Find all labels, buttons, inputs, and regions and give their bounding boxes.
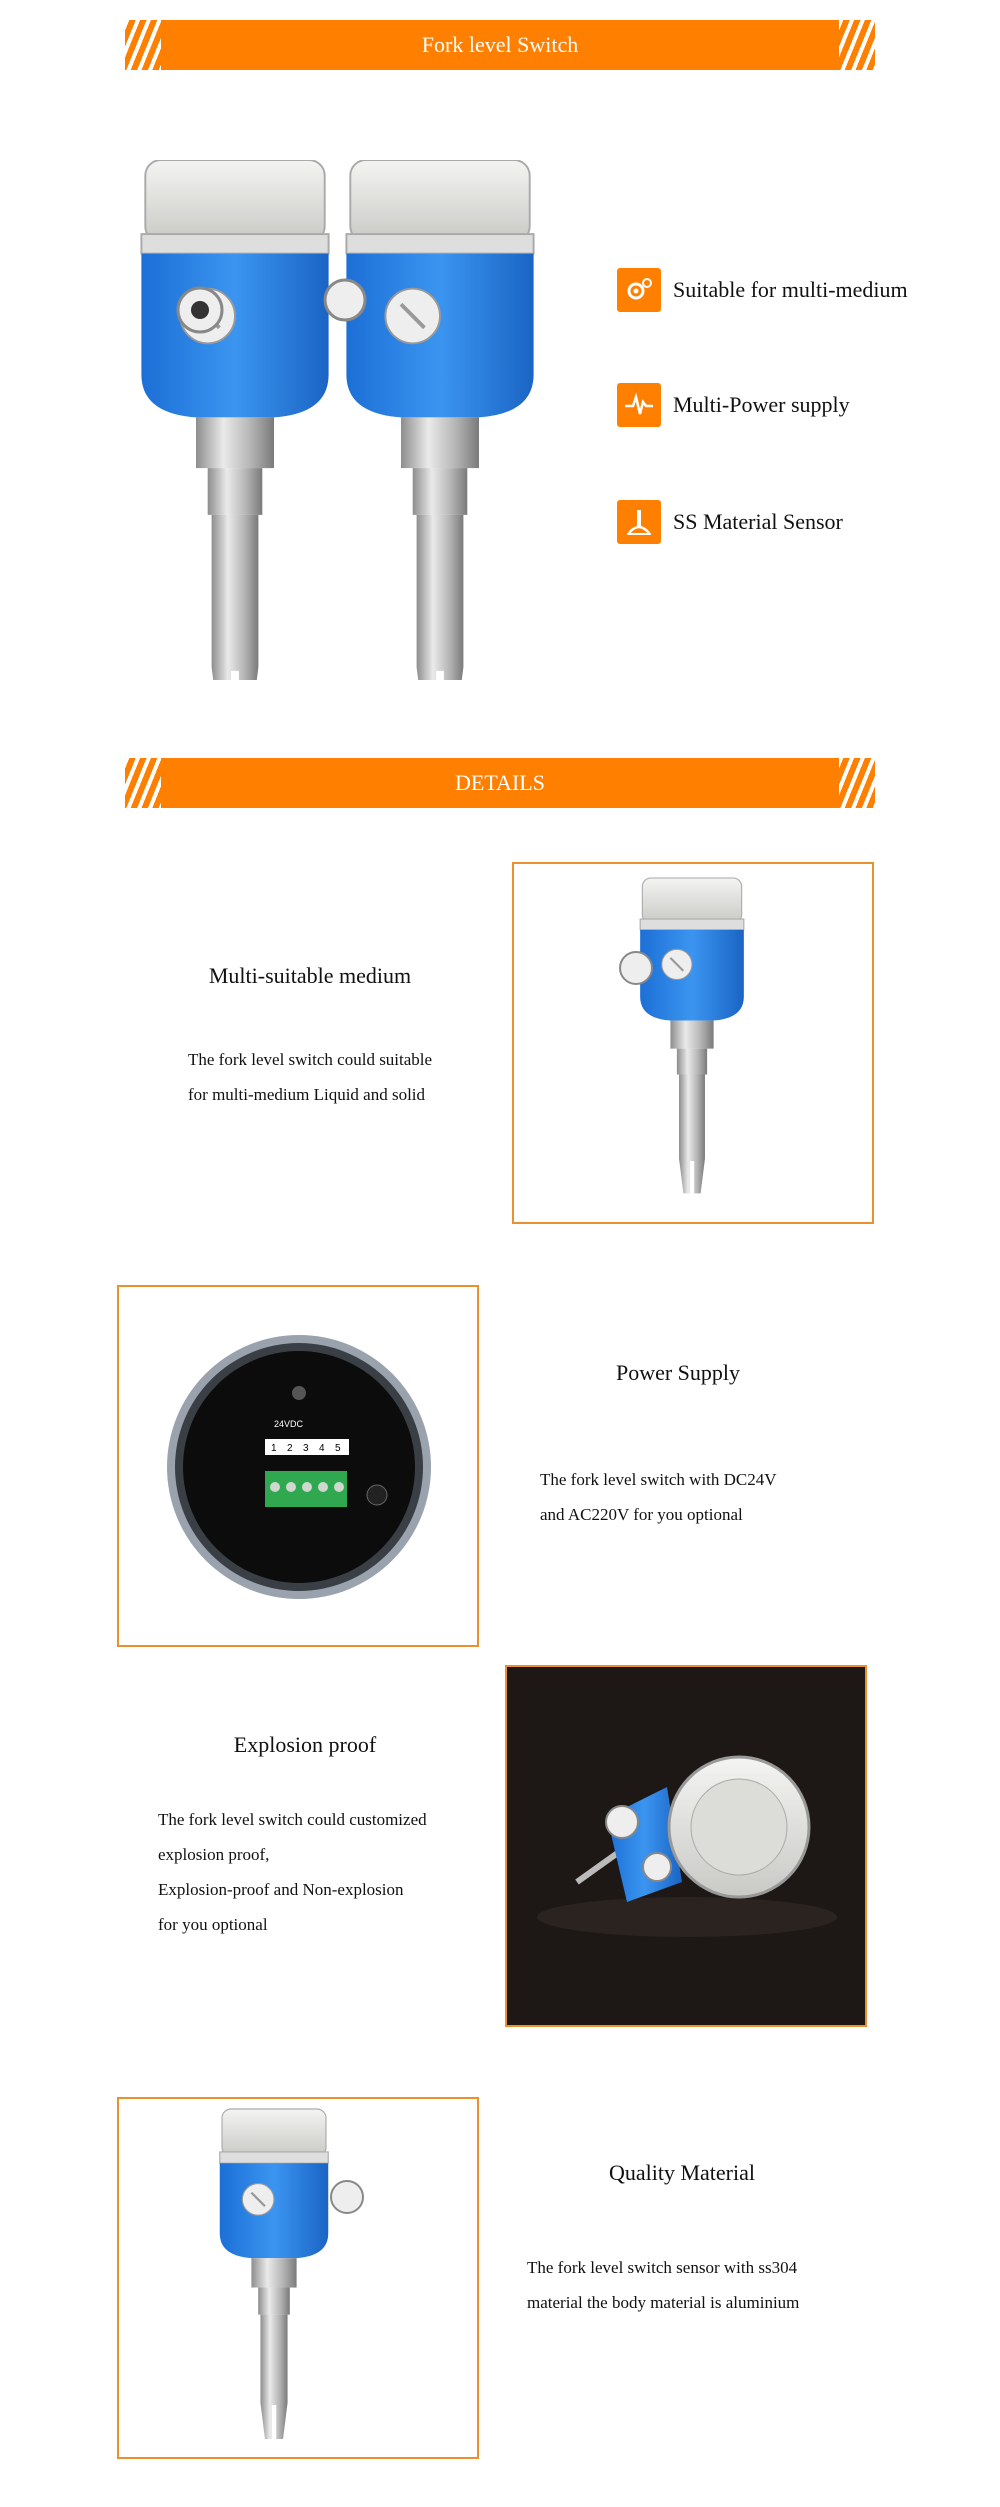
section-desc-multi-suitable: The fork level switch could suitable for multi-medium Liquid and solid xyxy=(188,1050,433,1104)
section-desc-quality-material: The fork level switch sensor with ss304 material the body material is aluminium xyxy=(527,2258,800,2312)
voltage-label: 24VDC xyxy=(274,1419,304,1429)
svg-text:5: 5 xyxy=(335,1443,341,1454)
section-desc-explosion-proof: The fork level switch could customized explosion proof, Explosion-proof and Non-explosion for you optional xyxy=(158,1810,427,1934)
hero-product-image xyxy=(140,160,540,680)
gear-icon xyxy=(617,268,661,312)
svg-text:2: 2 xyxy=(287,1443,293,1454)
sensor-icon xyxy=(617,500,661,544)
details-banner-title: DETAILS xyxy=(455,770,545,795)
section-title-power-supply: Power Supply xyxy=(615,1360,741,1385)
feature-multi-medium xyxy=(617,268,908,312)
svg-text:1: 1 xyxy=(271,1443,277,1454)
image-device-side xyxy=(117,2097,479,2459)
top-banner-title: Fork level Switch xyxy=(421,32,579,57)
feature-power-supply xyxy=(617,383,850,427)
feature-label: Suitable for multi-medium xyxy=(673,277,908,302)
section-title-explosion-proof: Explosion proof xyxy=(233,1732,377,1757)
top-banner xyxy=(125,20,875,70)
feature-ss-material xyxy=(617,500,843,544)
feature-label: SS Material Sensor xyxy=(673,509,843,534)
image-device-dark xyxy=(505,1665,867,2027)
section-desc-power-supply: The fork level switch with DC24V and AC220V for you optional xyxy=(540,1470,777,1524)
details-banner xyxy=(125,758,875,808)
section-title-multi-suitable: Multi-suitable medium xyxy=(208,963,412,988)
svg-text:4: 4 xyxy=(319,1443,325,1454)
section-title-quality-material: Quality Material xyxy=(608,2160,755,2185)
pulse-icon xyxy=(617,383,661,427)
feature-label: Multi-Power supply xyxy=(673,392,850,417)
image-single-device xyxy=(512,862,874,1224)
svg-text:3: 3 xyxy=(303,1443,309,1454)
image-terminal-block xyxy=(117,1285,479,1647)
